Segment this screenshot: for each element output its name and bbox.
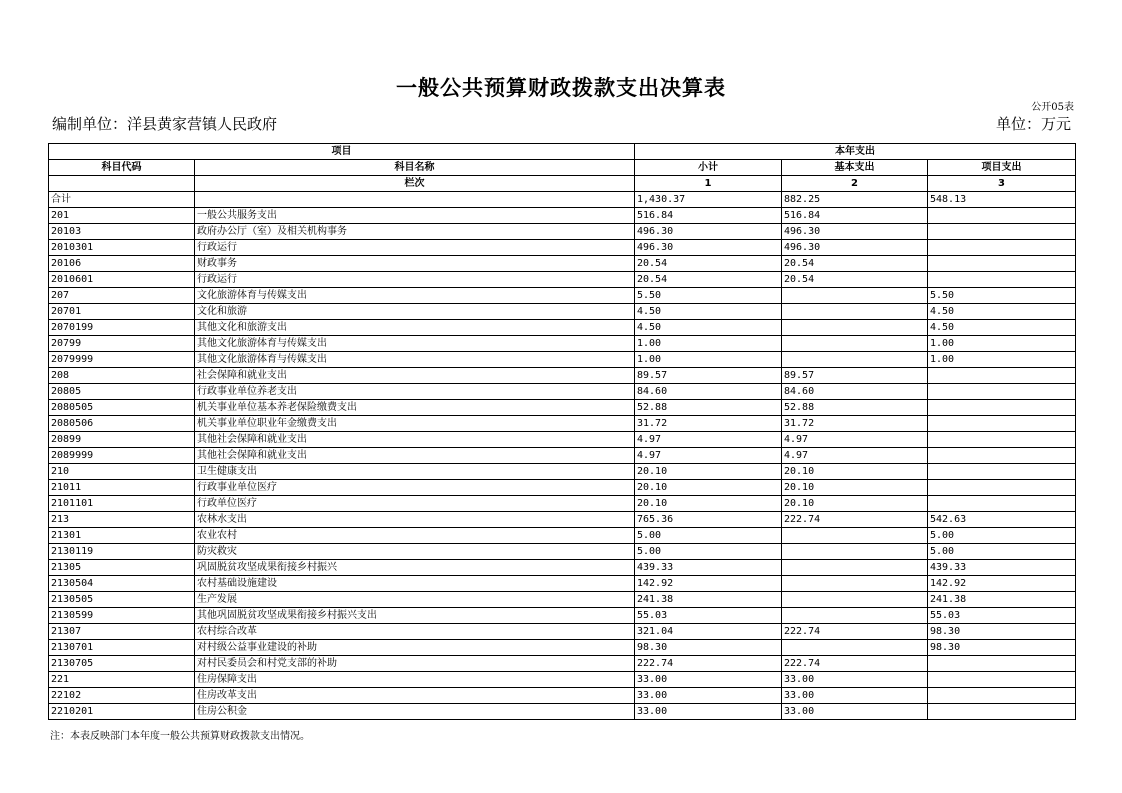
cell-name: 行政单位医疗 bbox=[195, 496, 635, 512]
cell-basic bbox=[782, 544, 928, 560]
cell-code: 20899 bbox=[49, 432, 195, 448]
table-row bbox=[49, 512, 1076, 528]
cell-basic: 89.57 bbox=[782, 368, 928, 384]
table-row bbox=[49, 272, 1076, 288]
cell-project: 55.03 bbox=[928, 608, 1076, 624]
cell-subtotal: 765.36 bbox=[635, 512, 782, 528]
cell-name: 文化和旅游 bbox=[195, 304, 635, 320]
cell-basic bbox=[782, 592, 928, 608]
index-1: 1 bbox=[635, 176, 782, 192]
cell-basic bbox=[782, 560, 928, 576]
cell-name: 住房公积金 bbox=[195, 704, 635, 720]
cell-name: 其他社会保障和就业支出 bbox=[195, 432, 635, 448]
cell-project: 98.30 bbox=[928, 640, 1076, 656]
header-current-year: 本年支出 bbox=[635, 144, 1076, 160]
cell-name: 农林水支出 bbox=[195, 512, 635, 528]
table-row bbox=[49, 400, 1076, 416]
table-row bbox=[49, 368, 1076, 384]
cell-basic: 33.00 bbox=[782, 704, 928, 720]
table-body bbox=[49, 192, 1076, 720]
cell-project: 1.00 bbox=[928, 336, 1076, 352]
table-row bbox=[49, 624, 1076, 640]
cell-subtotal: 142.92 bbox=[635, 576, 782, 592]
cell-name: 财政事务 bbox=[195, 256, 635, 272]
header-subtotal: 小计 bbox=[635, 160, 782, 176]
cell-code: 20103 bbox=[49, 224, 195, 240]
cell-name: 其他巩固脱贫攻坚成果衔接乡村振兴支出 bbox=[195, 608, 635, 624]
cell-project bbox=[928, 272, 1076, 288]
form-number: 公开05表 bbox=[1031, 102, 1074, 113]
cell-subtotal: 20.10 bbox=[635, 496, 782, 512]
cell-subtotal: 321.04 bbox=[635, 624, 782, 640]
cell-code: 210 bbox=[49, 464, 195, 480]
cell-subtotal: 20.54 bbox=[635, 272, 782, 288]
cell-project bbox=[928, 256, 1076, 272]
cell-basic: 84.60 bbox=[782, 384, 928, 400]
cell-basic: 4.97 bbox=[782, 448, 928, 464]
cell-code: 21301 bbox=[49, 528, 195, 544]
cell-subtotal: 31.72 bbox=[635, 416, 782, 432]
header-name: 科目名称 bbox=[195, 160, 635, 176]
cell-subtotal: 33.00 bbox=[635, 704, 782, 720]
table-row bbox=[49, 224, 1076, 240]
cell-project: 4.50 bbox=[928, 320, 1076, 336]
cell-basic bbox=[782, 352, 928, 368]
cell-project bbox=[928, 240, 1076, 256]
cell-name: 对村民委员会和村党支部的补助 bbox=[195, 656, 635, 672]
cell-project bbox=[928, 432, 1076, 448]
table-row bbox=[49, 704, 1076, 720]
cell-project: 5.50 bbox=[928, 288, 1076, 304]
page-title: 一般公共预算财政拨款支出决算表 bbox=[396, 75, 726, 100]
cell-basic: 31.72 bbox=[782, 416, 928, 432]
index-2: 2 bbox=[782, 176, 928, 192]
cell-basic: 52.88 bbox=[782, 400, 928, 416]
cell-project bbox=[928, 400, 1076, 416]
table-row bbox=[49, 384, 1076, 400]
cell-code: 21307 bbox=[49, 624, 195, 640]
cell-subtotal: 496.30 bbox=[635, 240, 782, 256]
cell-subtotal: 4.50 bbox=[635, 304, 782, 320]
table-row bbox=[49, 608, 1076, 624]
cell-project: 142.92 bbox=[928, 576, 1076, 592]
cell-subtotal: 20.54 bbox=[635, 256, 782, 272]
cell-project: 5.00 bbox=[928, 544, 1076, 560]
cell-name: 农村综合改革 bbox=[195, 624, 635, 640]
cell-project: 439.33 bbox=[928, 560, 1076, 576]
cell-project: 4.50 bbox=[928, 304, 1076, 320]
cell-subtotal: 516.84 bbox=[635, 208, 782, 224]
cell-name: 其他文化旅游体育与传媒支出 bbox=[195, 336, 635, 352]
cell-name: 农村基础设施建设 bbox=[195, 576, 635, 592]
footnote: 注：本表反映部门本年度一般公共预算财政拨款支出情况。 bbox=[50, 731, 310, 742]
cell-basic: 20.10 bbox=[782, 496, 928, 512]
cell-basic bbox=[782, 640, 928, 656]
table-row bbox=[49, 592, 1076, 608]
cell-code: 213 bbox=[49, 512, 195, 528]
cell-subtotal: 5.00 bbox=[635, 544, 782, 560]
cell-name: 机关事业单位基本养老保险缴费支出 bbox=[195, 400, 635, 416]
table-row bbox=[49, 464, 1076, 480]
table-row bbox=[49, 576, 1076, 592]
cell-basic bbox=[782, 336, 928, 352]
cell-basic bbox=[782, 576, 928, 592]
cell-name: 文化旅游体育与传媒支出 bbox=[195, 288, 635, 304]
cell-code: 208 bbox=[49, 368, 195, 384]
cell-name: 住房保障支出 bbox=[195, 672, 635, 688]
cell-code: 201 bbox=[49, 208, 195, 224]
cell-code: 2010301 bbox=[49, 240, 195, 256]
cell-name: 行政运行 bbox=[195, 272, 635, 288]
cell-subtotal: 84.60 bbox=[635, 384, 782, 400]
cell-subtotal: 4.97 bbox=[635, 448, 782, 464]
cell-basic: 496.30 bbox=[782, 240, 928, 256]
cell-code: 2080506 bbox=[49, 416, 195, 432]
cell-basic: 222.74 bbox=[782, 624, 928, 640]
table-row bbox=[49, 496, 1076, 512]
cell-code: 2130505 bbox=[49, 592, 195, 608]
cell-subtotal: 1.00 bbox=[635, 352, 782, 368]
cell-code: 20805 bbox=[49, 384, 195, 400]
cell-basic: 20.10 bbox=[782, 480, 928, 496]
header-project-expenditure: 项目支出 bbox=[928, 160, 1076, 176]
cell-project bbox=[928, 416, 1076, 432]
cell-name: 防灾救灾 bbox=[195, 544, 635, 560]
cell-subtotal: 55.03 bbox=[635, 608, 782, 624]
cell-name: 卫生健康支出 bbox=[195, 464, 635, 480]
cell-code: 2080505 bbox=[49, 400, 195, 416]
cell-project: 548.13 bbox=[928, 192, 1076, 208]
cell-code: 22102 bbox=[49, 688, 195, 704]
table-row bbox=[49, 672, 1076, 688]
cell-basic: 20.54 bbox=[782, 256, 928, 272]
cell-subtotal: 98.30 bbox=[635, 640, 782, 656]
cell-subtotal: 1,430.37 bbox=[635, 192, 782, 208]
cell-project bbox=[928, 448, 1076, 464]
cell-basic: 222.74 bbox=[782, 512, 928, 528]
cell-basic bbox=[782, 528, 928, 544]
cell-name: 其他社会保障和就业支出 bbox=[195, 448, 635, 464]
cell-code: 2101101 bbox=[49, 496, 195, 512]
cell-name: 政府办公厅（室）及相关机构事务 bbox=[195, 224, 635, 240]
table-row bbox=[49, 560, 1076, 576]
cell-code: 2130504 bbox=[49, 576, 195, 592]
table-row bbox=[49, 256, 1076, 272]
cell-subtotal: 1.00 bbox=[635, 336, 782, 352]
table-row bbox=[49, 688, 1076, 704]
cell-code: 20701 bbox=[49, 304, 195, 320]
header-basic: 基本支出 bbox=[782, 160, 928, 176]
index-label: 栏次 bbox=[195, 176, 635, 192]
cell-basic: 882.25 bbox=[782, 192, 928, 208]
cell-basic: 516.84 bbox=[782, 208, 928, 224]
cell-code: 2130701 bbox=[49, 640, 195, 656]
cell-code: 20106 bbox=[49, 256, 195, 272]
cell-code: 221 bbox=[49, 672, 195, 688]
table-row bbox=[49, 432, 1076, 448]
cell-project bbox=[928, 464, 1076, 480]
table-row bbox=[49, 208, 1076, 224]
cell-subtotal: 52.88 bbox=[635, 400, 782, 416]
cell-name: 生产发展 bbox=[195, 592, 635, 608]
table-row bbox=[49, 240, 1076, 256]
cell-code: 207 bbox=[49, 288, 195, 304]
cell-code: 2070199 bbox=[49, 320, 195, 336]
cell-project bbox=[928, 384, 1076, 400]
cell-basic bbox=[782, 304, 928, 320]
cell-name: 其他文化旅游体育与传媒支出 bbox=[195, 352, 635, 368]
cell-name: 行政事业单位医疗 bbox=[195, 480, 635, 496]
cell-subtotal: 89.57 bbox=[635, 368, 782, 384]
cell-project bbox=[928, 688, 1076, 704]
cell-code: 2010601 bbox=[49, 272, 195, 288]
table-row bbox=[49, 288, 1076, 304]
cell-code: 2210201 bbox=[49, 704, 195, 720]
cell-project: 542.63 bbox=[928, 512, 1076, 528]
table-row bbox=[49, 192, 1076, 208]
cell-subtotal: 439.33 bbox=[635, 560, 782, 576]
table-row bbox=[49, 656, 1076, 672]
cell-code: 2130119 bbox=[49, 544, 195, 560]
table-row bbox=[49, 304, 1076, 320]
cell-subtotal: 33.00 bbox=[635, 672, 782, 688]
index-3: 3 bbox=[928, 176, 1076, 192]
cell-subtotal: 4.50 bbox=[635, 320, 782, 336]
cell-project: 98.30 bbox=[928, 624, 1076, 640]
cell-name: 住房改革支出 bbox=[195, 688, 635, 704]
cell-subtotal: 5.50 bbox=[635, 288, 782, 304]
cell-project bbox=[928, 656, 1076, 672]
cell-code: 2089999 bbox=[49, 448, 195, 464]
cell-code: 20799 bbox=[49, 336, 195, 352]
cell-code: 2130599 bbox=[49, 608, 195, 624]
cell-project bbox=[928, 672, 1076, 688]
cell-code: 2079999 bbox=[49, 352, 195, 368]
cell-subtotal: 20.10 bbox=[635, 480, 782, 496]
cell-basic: 222.74 bbox=[782, 656, 928, 672]
cell-name: 机关事业单位职业年金缴费支出 bbox=[195, 416, 635, 432]
header-code: 科目代码 bbox=[49, 160, 195, 176]
cell-code: 21011 bbox=[49, 480, 195, 496]
cell-code: 2130705 bbox=[49, 656, 195, 672]
index-blank bbox=[49, 176, 195, 192]
cell-project: 1.00 bbox=[928, 352, 1076, 368]
table-row bbox=[49, 416, 1076, 432]
cell-basic bbox=[782, 288, 928, 304]
cell-project bbox=[928, 480, 1076, 496]
table-row bbox=[49, 320, 1076, 336]
cell-name: 社会保障和就业支出 bbox=[195, 368, 635, 384]
cell-name: 巩固脱贫攻坚成果衔接乡村振兴 bbox=[195, 560, 635, 576]
cell-name bbox=[195, 192, 635, 208]
table-row bbox=[49, 640, 1076, 656]
cell-project bbox=[928, 368, 1076, 384]
cell-basic bbox=[782, 608, 928, 624]
cell-project: 241.38 bbox=[928, 592, 1076, 608]
organization-label: 编制单位：洋县黄家营镇人民政府 bbox=[52, 115, 278, 133]
cell-code: 合计 bbox=[49, 192, 195, 208]
cell-subtotal: 222.74 bbox=[635, 656, 782, 672]
table-row bbox=[49, 448, 1076, 464]
cell-project bbox=[928, 208, 1076, 224]
cell-basic: 33.00 bbox=[782, 672, 928, 688]
unit-label: 单位：万元 bbox=[995, 115, 1071, 133]
cell-name: 其他文化和旅游支出 bbox=[195, 320, 635, 336]
cell-subtotal: 496.30 bbox=[635, 224, 782, 240]
cell-name: 对村级公益事业建设的补助 bbox=[195, 640, 635, 656]
cell-basic: 20.54 bbox=[782, 272, 928, 288]
cell-name: 行政事业单位养老支出 bbox=[195, 384, 635, 400]
cell-code: 21305 bbox=[49, 560, 195, 576]
header-project: 项目 bbox=[49, 144, 635, 160]
cell-subtotal: 20.10 bbox=[635, 464, 782, 480]
expenditure-table bbox=[48, 143, 1076, 720]
cell-basic: 20.10 bbox=[782, 464, 928, 480]
cell-project bbox=[928, 704, 1076, 720]
cell-subtotal: 241.38 bbox=[635, 592, 782, 608]
cell-basic bbox=[782, 320, 928, 336]
cell-subtotal: 4.97 bbox=[635, 432, 782, 448]
table-row bbox=[49, 352, 1076, 368]
cell-name: 行政运行 bbox=[195, 240, 635, 256]
cell-basic: 4.97 bbox=[782, 432, 928, 448]
cell-subtotal: 5.00 bbox=[635, 528, 782, 544]
cell-project: 5.00 bbox=[928, 528, 1076, 544]
table-row bbox=[49, 336, 1076, 352]
cell-name: 农业农村 bbox=[195, 528, 635, 544]
cell-project bbox=[928, 224, 1076, 240]
cell-project bbox=[928, 496, 1076, 512]
cell-basic: 33.00 bbox=[782, 688, 928, 704]
table-row bbox=[49, 480, 1076, 496]
cell-basic: 496.30 bbox=[782, 224, 928, 240]
cell-subtotal: 33.00 bbox=[635, 688, 782, 704]
table-row bbox=[49, 544, 1076, 560]
table-row bbox=[49, 528, 1076, 544]
cell-name: 一般公共服务支出 bbox=[195, 208, 635, 224]
